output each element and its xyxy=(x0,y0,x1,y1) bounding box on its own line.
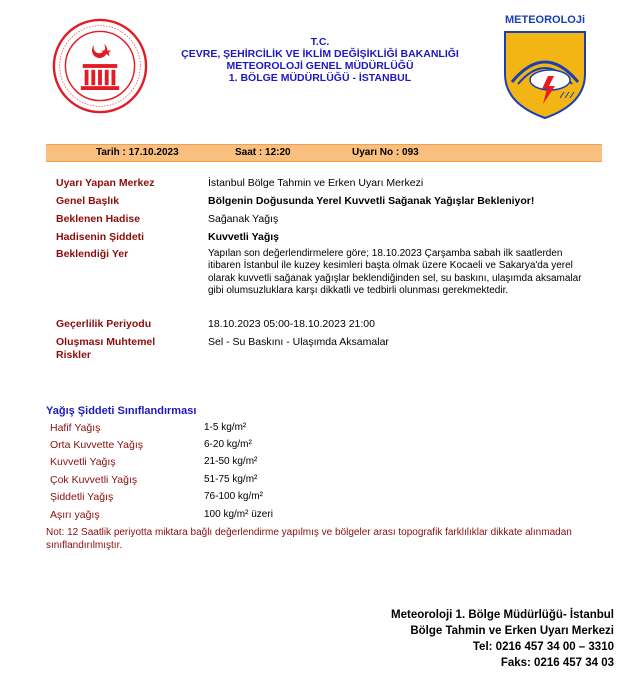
title-value: Bölgenin Doğusunda Yerel Kuvvetli Sağanak Yağışlar Bekleniyor! xyxy=(208,195,535,207)
validity-value: 18.10.2023 05:00-18.10.2023 21:00 xyxy=(208,318,375,330)
meteoroloji-logo-text: METEOROLOJi xyxy=(504,14,586,26)
class-value: 51-75 kg/m² xyxy=(204,474,258,485)
class-value: 1-5 kg/m² xyxy=(204,422,247,433)
class-value: 100 kg/m² üzeri xyxy=(204,509,273,520)
place-label: Beklendiği Yer xyxy=(56,248,129,260)
risks-value: Sel - Su Baskını - Ulaşımda Aksamalar xyxy=(208,336,389,348)
header-region: 1. BÖLGE MÜDÜRLÜĞÜ - İSTANBUL xyxy=(228,72,412,84)
warning-number: Uyarı No : 093 xyxy=(352,147,419,158)
header-tc: T.C. xyxy=(310,36,330,48)
event-value: Sağanak Yağış xyxy=(208,213,279,225)
header-ministry: ÇEVRE, ŞEHİRCİLİK VE İKLİM DEĞİŞİKLİĞİ BAKANLIĞI xyxy=(181,48,459,60)
classification-note: Not: 12 Saatlik periyotta miktara bağlı değerlendirme yapılmış ve bölgeler arası topografik farklılıklar dikkate alınmadan sınıflandırılmıştır. xyxy=(46,527,572,551)
info-bar xyxy=(46,144,602,162)
class-name: Kuvvetli Yağış xyxy=(50,456,116,468)
footer-fax: Faks: 0216 457 34 03 xyxy=(500,657,614,669)
class-name: Çok Kuvvetli Yağış xyxy=(50,474,138,486)
meteoroloji-logo-icon xyxy=(502,12,588,120)
class-value: 6-20 kg/m² xyxy=(204,439,252,450)
date-text: Tarih : 17.10.2023 xyxy=(96,147,179,158)
class-name: Orta Kuvvette Yağış xyxy=(50,439,143,451)
class-value: 76-100 kg/m² xyxy=(204,491,263,502)
footer-directorate: Meteoroloji 1. Bölge Müdürlüğü- İstanbul xyxy=(391,609,614,621)
validity-label: Geçerlilik Periyodu xyxy=(56,318,152,330)
place-value: Yapılan son değerlendirmelere göre; 18.10.2023 Çarşamba sabah ilk saatlerden itibaren İstanbul ile kuzey kesimleri başta olmak üzere Kocaeli ve Sakarya'da yerel olarak kuvvetli sağanak yağışlar beklendiğinden sel, su baskını, ulaşımda aksamalar gibi olumsuzluklara karşı dikkatli ve tedbirli olunması gerekmektedir. xyxy=(208,248,582,297)
severity-label: Hadisenin Şiddeti xyxy=(56,231,145,243)
class-value: 21-50 kg/m² xyxy=(204,456,258,467)
ministry-seal-icon xyxy=(52,18,148,114)
event-label: Beklenen Hadise xyxy=(56,213,141,225)
severity-value: Kuvvetli Yağış xyxy=(208,231,280,243)
center-value: İstanbul Bölge Tahmin ve Erken Uyarı Merkezi xyxy=(208,177,424,189)
title-label: Genel Başlık xyxy=(56,195,120,207)
header-directorate: METEOROLOJİ GENEL MÜDÜRLÜĞÜ xyxy=(226,60,414,72)
footer-phone: Tel: 0216 457 34 00 – 3310 xyxy=(472,641,614,653)
time-text: Saat : 12:20 xyxy=(235,147,291,158)
classification-title: Yağış Şiddeti Sınıflandırması xyxy=(46,405,197,417)
class-name: Aşırı yağış xyxy=(50,509,100,521)
risks-label: Oluşması Muhtemel Riskler xyxy=(56,336,156,361)
class-name: Hafif Yağış xyxy=(50,422,101,434)
meteoroloji-logo xyxy=(502,12,588,120)
footer-center: Bölge Tahmin ve Erken Uyarı Merkezi xyxy=(410,625,614,637)
center-label: Uyarı Yapan Merkez xyxy=(56,177,155,189)
class-name: Şiddetli Yağış xyxy=(50,491,114,503)
